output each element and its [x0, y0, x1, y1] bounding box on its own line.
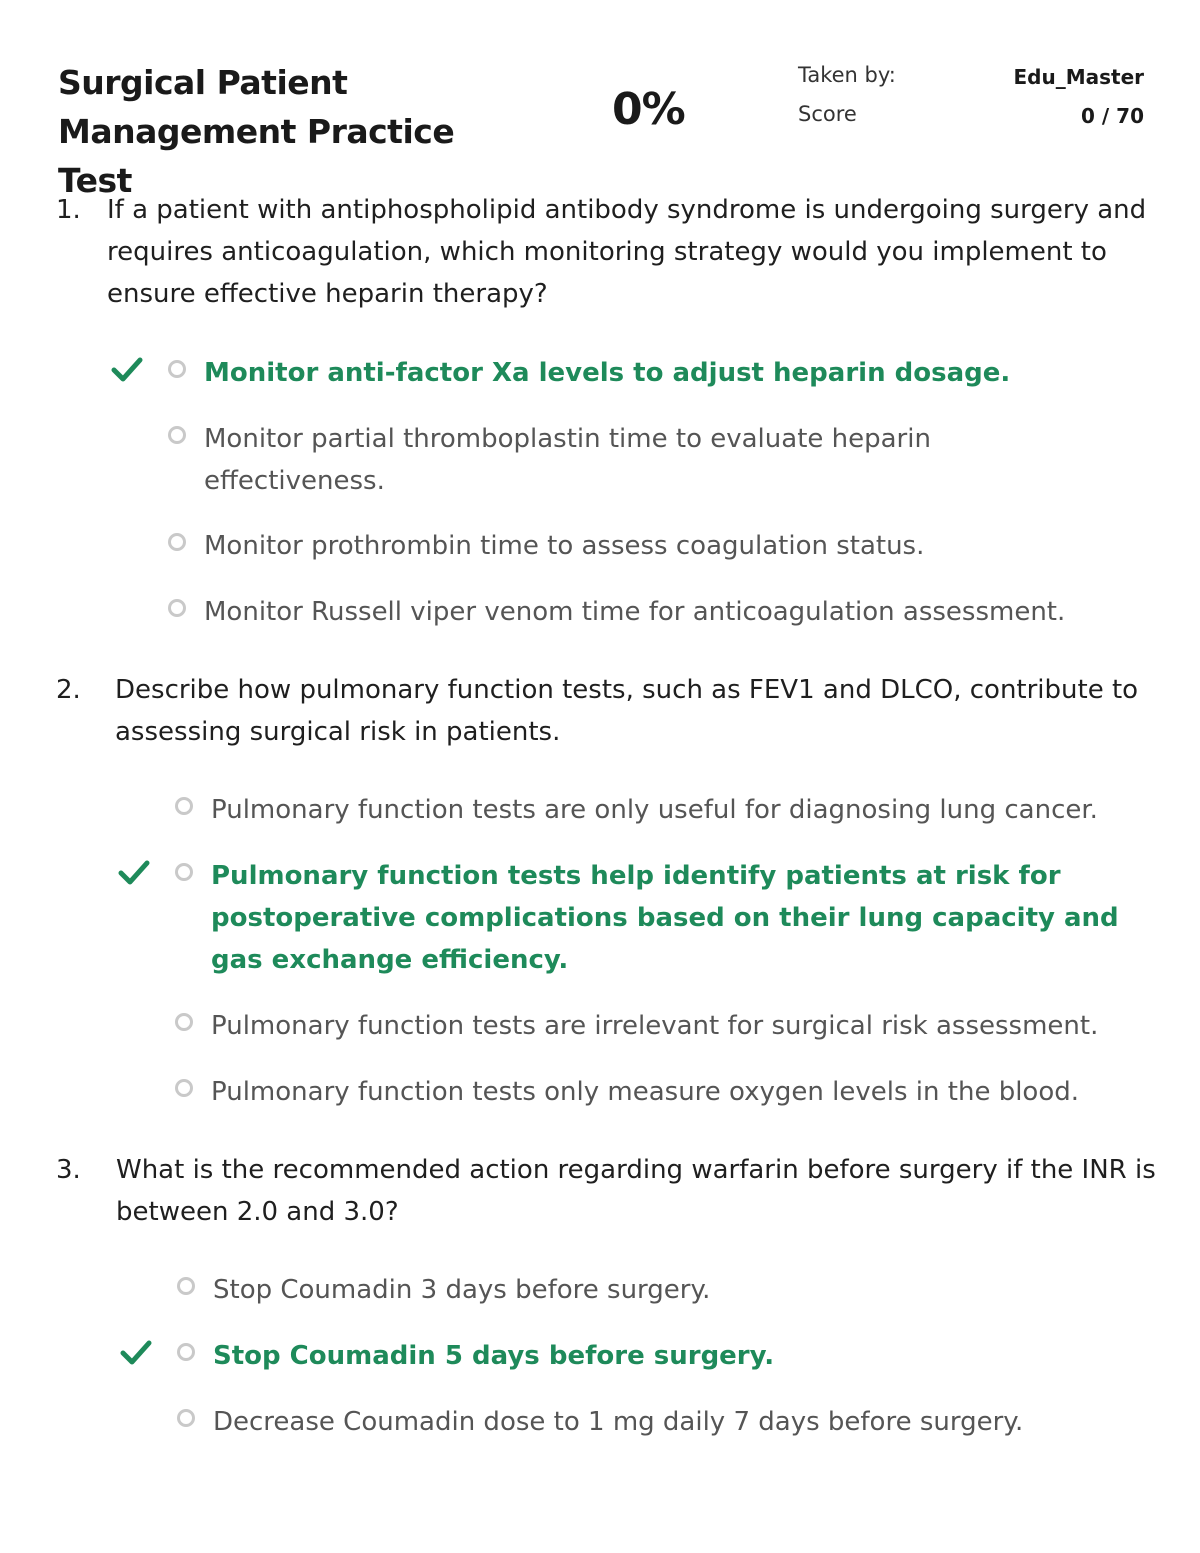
- score-value: 0 / 70: [1081, 104, 1144, 128]
- radio-button[interactable]: [177, 1343, 195, 1361]
- radio-button[interactable]: [177, 1277, 195, 1295]
- option-text: Monitor prothrombin time to assess coagulation status.: [204, 531, 925, 561]
- option-text: Pulmonary function tests are irrelevant for surgical risk assessment.: [211, 1011, 1099, 1041]
- test-header: [0, 0, 1200, 200]
- question-number: 2.: [56, 675, 81, 705]
- radio-button[interactable]: [175, 1079, 193, 1097]
- radio-button[interactable]: [168, 533, 186, 551]
- question-text: Describe how pulmonary function tests, such as FEV1 and DLCO, contribute to assessing surgical risk in patients.: [115, 675, 1139, 747]
- radio-button[interactable]: [175, 863, 193, 881]
- correct-check-icon: [110, 352, 144, 386]
- option-text: Pulmonary function tests are only useful for diagnosing lung cancer.: [211, 795, 1098, 825]
- option-text: Pulmonary function tests help identify patients at risk for postoperative complications based on their lung capacity and gas exchange efficiency.: [211, 861, 1119, 975]
- radio-button[interactable]: [175, 1013, 193, 1031]
- taken-by-value: Edu_Master: [1013, 65, 1144, 89]
- progress-percent: 0%: [612, 84, 685, 135]
- option-text: Monitor partial thromboplastin time to evaluate heparin effectiveness.: [204, 424, 931, 496]
- option-text: Stop Coumadin 3 days before surgery.: [213, 1275, 711, 1305]
- radio-button[interactable]: [168, 426, 186, 444]
- score-label: Score: [798, 102, 857, 126]
- question-text: What is the recommended action regarding warfarin before surgery if the INR is between 2.0 and 3.0?: [116, 1155, 1156, 1227]
- option-text: Pulmonary function tests only measure oxygen levels in the blood.: [211, 1077, 1080, 1107]
- radio-button[interactable]: [175, 797, 193, 815]
- taken-by-label: Taken by:: [798, 63, 896, 87]
- correct-check-icon: [117, 855, 151, 889]
- radio-button[interactable]: [168, 360, 186, 378]
- correct-check-icon: [119, 1335, 153, 1369]
- option-text: Stop Coumadin 5 days before surgery.: [213, 1341, 775, 1371]
- question-number: 1.: [56, 195, 81, 225]
- page-title: Surgical Patient Management Practice Test: [58, 63, 455, 200]
- option-text: Monitor anti-factor Xa levels to adjust heparin dosage.: [204, 358, 1011, 388]
- radio-button[interactable]: [168, 599, 186, 617]
- radio-button[interactable]: [177, 1409, 195, 1427]
- option-text: Decrease Coumadin dose to 1 mg daily 7 days before surgery.: [213, 1407, 1024, 1437]
- question-number: 3.: [56, 1155, 81, 1185]
- option-text: Monitor Russell viper venom time for anticoagulation assessment.: [204, 597, 1066, 627]
- question-text: If a patient with antiphospholipid antibody syndrome is undergoing surgery and requires anticoagulation, which monitoring strategy would you implement to ensure effective heparin therapy?: [107, 195, 1147, 309]
